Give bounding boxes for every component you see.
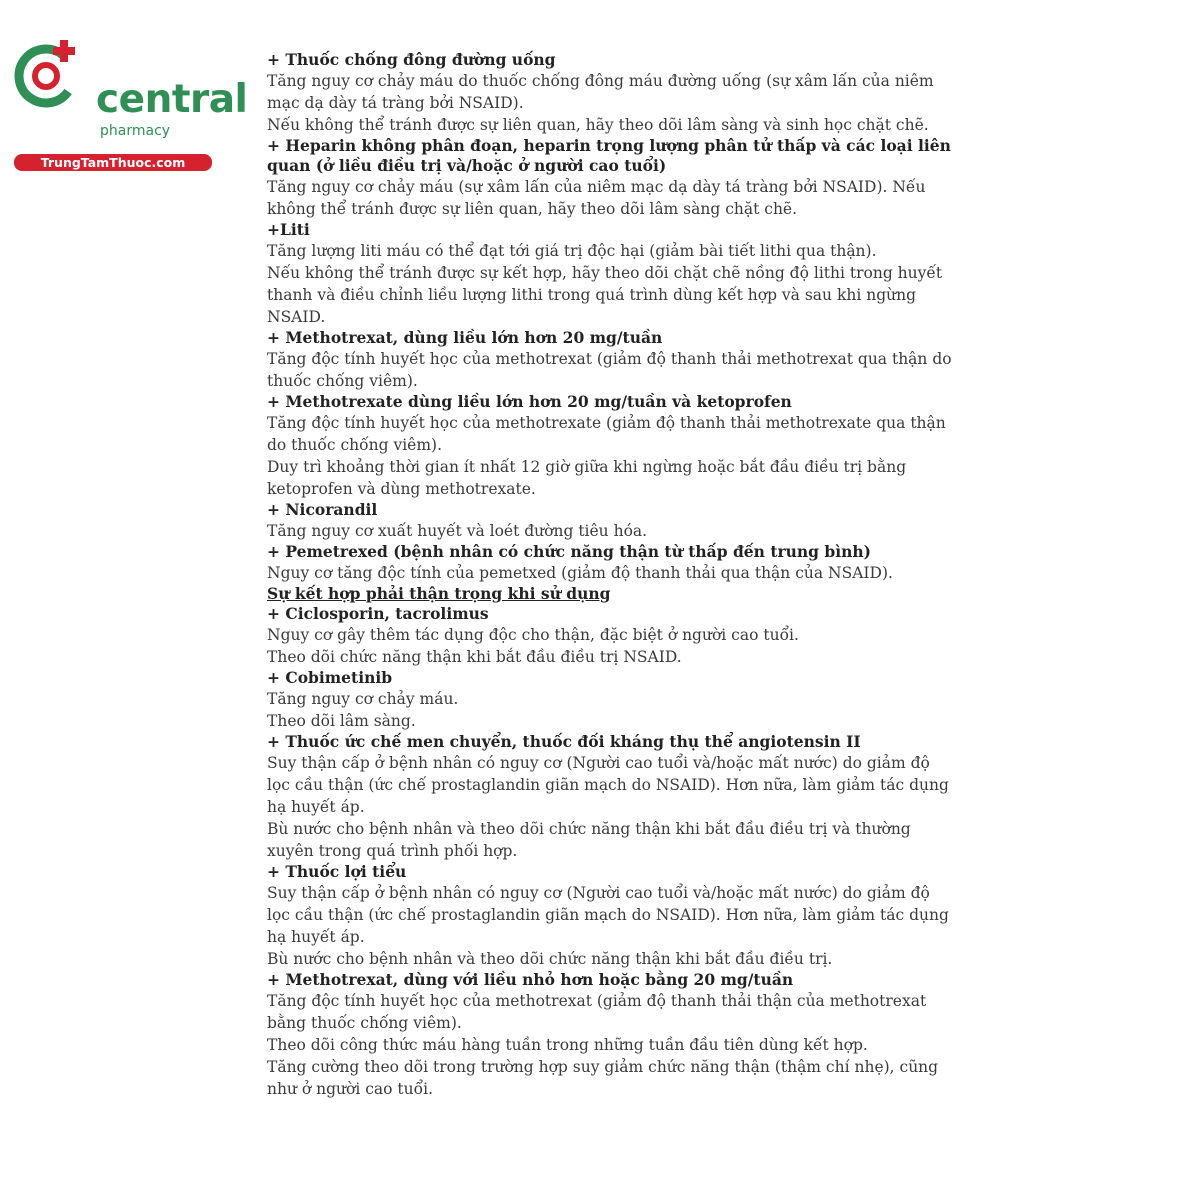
paragraph: Tăng nguy cơ chảy máu (sự xâm lấn của niêm mạc dạ dày tá tràng bởi NSAID). Nếu không thể tránh được sự liên quan, hãy theo dõi lâm sàng chặt chẽ. xyxy=(267,178,926,218)
paragraph: Theo dõi công thức máu hàng tuần trong những tuần đầu tiên dùng kết hợp. xyxy=(267,1036,868,1054)
brand-url-badge[interactable]: TrungTamThuoc.com xyxy=(14,154,212,171)
paragraph: Tăng nguy cơ xuất huyết và loét đường tiêu hóa. xyxy=(267,522,648,540)
section-title: Sự kết hợp phải thận trọng khi sử dụng xyxy=(267,584,611,603)
heading: + Ciclosporin, tacrolimus xyxy=(267,604,489,623)
heading: + Methotrexat, dùng liều lớn hơn 20 mg/tuần xyxy=(267,328,663,347)
paragraph: Duy trì khoảng thời gian ít nhất 12 giờ giữa khi ngừng hoặc bắt đầu điều trị bằng ketoprofen và dùng methotrexate. xyxy=(267,458,907,498)
paragraph: Bù nước cho bệnh nhân và theo dõi chức năng thận khi bắt đầu điều trị. xyxy=(267,950,833,968)
heading: + Nicorandil xyxy=(267,500,378,519)
paragraph: Suy thận cấp ở bệnh nhân có nguy cơ (Người cao tuổi và/hoặc mất nước) do giảm độ lọc cầu thận (ức chế prostaglandin giãn mạch do NSAID). Hơn nữa, làm giảm tác dụng hạ huyết áp. xyxy=(267,884,949,946)
paragraph: Nếu không thể tránh được sự liên quan, hãy theo dõi lâm sàng và sinh học chặt chẽ. xyxy=(267,116,929,134)
heading: + Pemetrexed (bệnh nhân có chức năng thận từ thấp đến trung bình) xyxy=(267,542,872,561)
paragraph: Tăng lượng liti máu có thể đạt tới giá trị độc hại (giảm bài tiết lithi qua thận). xyxy=(267,242,877,260)
paragraph: Tăng độc tính huyết học của methotrexate (giảm độ thanh thải methotrexate qua thận do thuốc chống viêm). xyxy=(267,414,946,454)
heading: + Thuốc chống đông đường uống xyxy=(267,50,556,69)
paragraph: Nguy cơ gây thêm tác dụng độc cho thận, đặc biệt ở người cao tuổi. xyxy=(267,626,799,644)
brand-name: central xyxy=(96,77,248,122)
paragraph: Tăng nguy cơ chảy máu. xyxy=(267,690,459,708)
paragraph: Tăng độc tính huyết học của methotrexat (giảm độ thanh thải methotrexat qua thận do thuốc chống viêm). xyxy=(267,350,952,390)
paragraph: Tăng cường theo dõi trong trường hợp suy giảm chức năng thận (thậm chí nhẹ), cũng như ở người cao tuổi. xyxy=(267,1058,939,1098)
central-pharmacy-logo[interactable] xyxy=(10,36,248,170)
brand-subtitle: pharmacy xyxy=(100,123,171,139)
heading: + Methotrexate dùng liều lớn hơn 20 mg/tuần và ketoprofen xyxy=(267,392,792,411)
heading: + Thuốc lợi tiểu xyxy=(267,862,407,881)
paragraph: Suy thận cấp ở bệnh nhân có nguy cơ (Người cao tuổi và/hoặc mất nước) do giảm độ lọc cầu thận (ức chế prostaglandin giãn mạch do NSAID). Hơn nữa, làm giảm tác dụng hạ huyết áp. xyxy=(267,754,949,816)
heading: + Heparin không phân đoạn, heparin trọng lượng phân tử thấp và các loại liên quan (ở liều điều trị và/hoặc ở người cao tuổi) xyxy=(267,136,951,175)
paragraph: Bù nước cho bệnh nhân và theo dõi chức năng thận khi bắt đầu điều trị và thường xuyên trong quá trình phối hợp. xyxy=(267,820,911,860)
paragraph: Tăng nguy cơ chảy máu do thuốc chống đông máu đường uống (sự xâm lấn của niêm mạc dạ dày tá tràng bởi NSAID). xyxy=(267,72,934,112)
heading: + Methotrexat, dùng với liều nhỏ hơn hoặc bằng 20 mg/tuần xyxy=(267,970,794,989)
paragraph: Theo dõi chức năng thận khi bắt đầu điều trị NSAID. xyxy=(267,648,682,666)
heading: +Liti xyxy=(267,220,310,239)
paragraph: Nguy cơ tăng độc tính của pemetxed (giảm độ thanh thải qua thận của NSAID). xyxy=(267,564,893,582)
heading: + Cobimetinib xyxy=(267,668,393,687)
paragraph: Nếu không thể tránh được sự kết hợp, hãy theo dõi chặt chẽ nồng độ lithi trong huyết thanh và điều chỉnh liều lượng lithi trong quá trình dùng kết hợp và sau khi ngừng NSAID. xyxy=(267,264,943,326)
document-body xyxy=(267,50,957,1100)
paragraph: Theo dõi lâm sàng. xyxy=(267,712,416,730)
heading: + Thuốc ức chế men chuyển, thuốc đối kháng thụ thể angiotensin II xyxy=(267,732,861,751)
paragraph: Tăng độc tính huyết học của methotrexat (giảm độ thanh thải thận của methotrexat bằng thuốc chống viêm). xyxy=(267,992,927,1032)
pharmacy-cross-icon xyxy=(10,36,92,118)
